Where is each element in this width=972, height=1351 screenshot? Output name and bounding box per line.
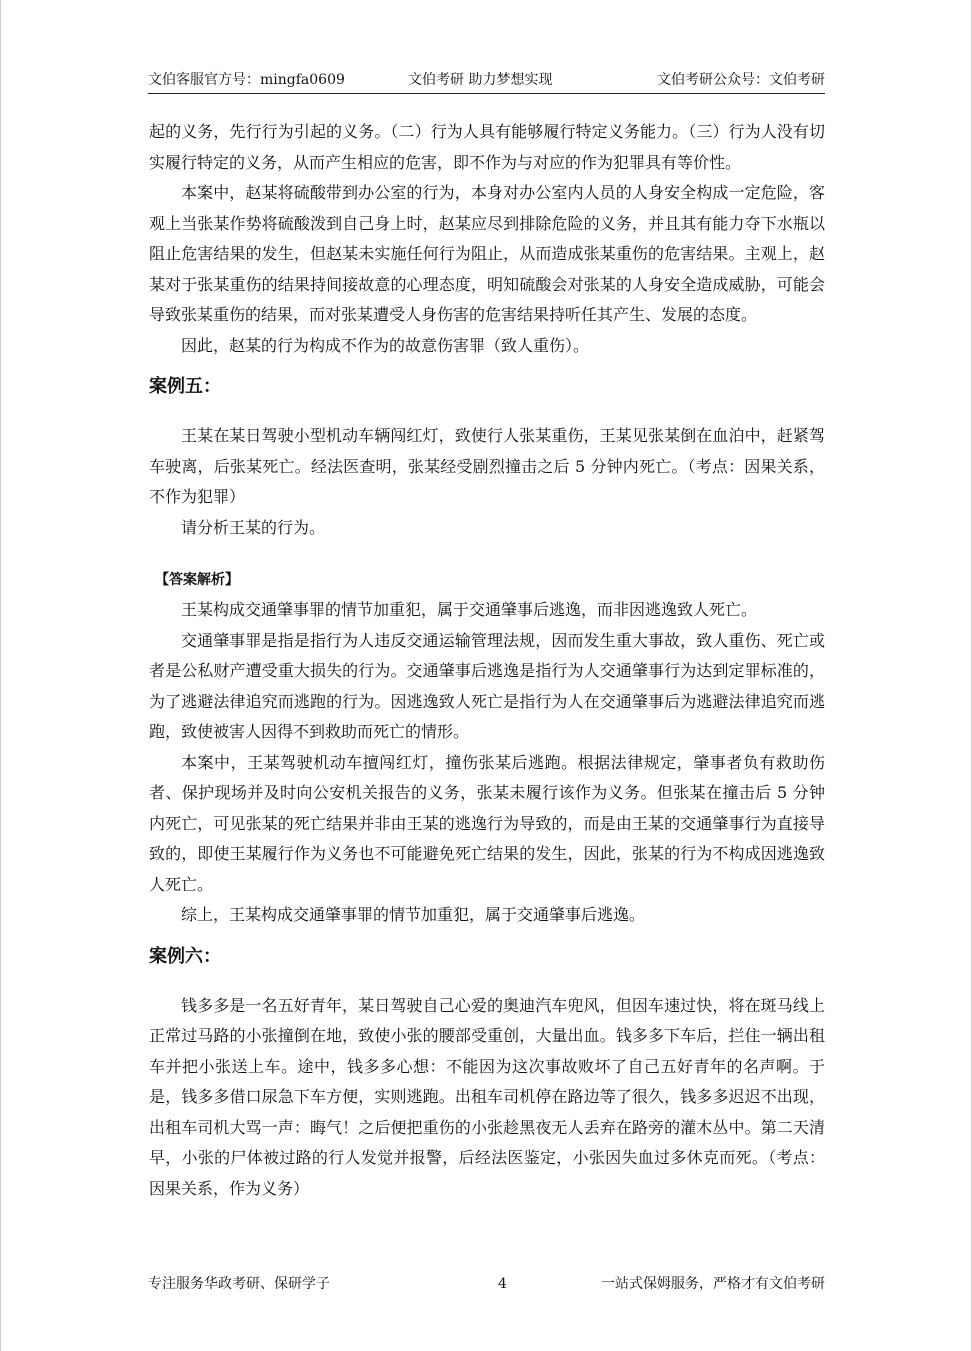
answer-paragraph-1: 王某构成交通肇事罪的情节加重犯，属于交通肇事后逃逸，而非因逃逸致人死亡。 bbox=[181, 600, 758, 619]
paragraph-conclusion: 因此，赵某的行为构成不作为的故意伤害罪（致人重伤）。 bbox=[181, 335, 590, 355]
case-five-facts: 王某在某日驾驶小型机动车辆闯红灯，致使行人张某重伤，王某见张某倒在血泊中，赶紧驾车驶离，后张某死亡。经法医查明，张某经受剧烈撞击之后 5 分钟内死亡。（考点：因果关系，不作为犯罪） bbox=[149, 426, 825, 506]
paragraph-continued: 起的义务，先行行为引起的义务。（二）行为人具有能够履行特定义务能力。（三）行为人没有切实履行特定的义务，从而产生相应的危害，即不作为与对应的作为犯罪具有等价性。 bbox=[149, 122, 825, 172]
header-slogan: 文伯考研 助力梦想实现 bbox=[408, 72, 553, 88]
page-footer bbox=[148, 1274, 825, 1296]
answer-paragraph-3: 本案中，王某驾驶机动车擅闯红灯，撞伤张某后逃跑。根据法律规定，肇事者负有救助伤者、保护现场并及时向公安机关报告的义务，张某未履行该作为义务。但张某在撞击后 5 分钟内死亡，可见张某的死亡结果并非由王某的逃逸行为导致的，而是由王某的交通肇事行为直接导致的，即使王某履行作为义务也不可能避免死亡结果的发生，因此，张某的行为不构成因逃逸致人死亡。 bbox=[149, 752, 825, 894]
answer-analysis-label: 【答案解析】 bbox=[155, 572, 239, 588]
paragraph-analysis: 本案中，赵某将硫酸带到办公室的行为，本身对办公室内人员的人身安全构成一定危险，客观上当张某作势将硫酸泼到自己身上时，赵某应尽到排除危险的义务，并且其有能力夺下水瓶以阻止危害结果的发生，但赵某未实施任何行为阻止，从而造成张某重伤的危害结果。主观上，赵某对于张某重伤的结果持间接故意的心理态度，明知硫酸会对张某的人身安全造成威胁，可能会导致张某重伤的结果，而对张某遭受人身伤害的危害结果持听任其产生、发展的态度。 bbox=[149, 183, 825, 324]
page-header bbox=[148, 70, 825, 92]
case-five-heading: 案例五： bbox=[149, 376, 221, 397]
header-divider bbox=[148, 93, 825, 94]
page-border-left bbox=[0, 0, 1, 1351]
header-public-account: 文伯考研公众号：文伯考研 bbox=[657, 72, 825, 88]
header-service-account: 文伯客服官方号：mingfa0609 bbox=[148, 72, 345, 88]
answer-paragraph-2: 交通肇事罪是指是指行为人违反交通运输管理法规，因而发生重大事故，致人重伤、死亡或者是公私财产遭受重大损失的行为。交通肇事后逃逸是指行为人交通肇事行为达到定罪标准的，为了逃避法律追究而逃跑的行为。因逃逸致人死亡是指行为人在交通肇事后为逃避法律追究而逃跑，致使被害人因得不到救助而死亡的情形。 bbox=[149, 630, 825, 741]
case-five-question: 请分析王某的行为。 bbox=[181, 517, 326, 537]
footer-tagline: 专注服务华政考研、保研学子 bbox=[148, 1276, 330, 1292]
page-number: 4 bbox=[498, 1276, 507, 1292]
document-body bbox=[149, 117, 825, 1204]
case-six-heading: 案例六： bbox=[149, 945, 221, 967]
footer-service-slogan: 一站式保姆服务，严格才有文伯考研 bbox=[601, 1276, 825, 1292]
answer-paragraph-4: 综上，王某构成交通肇事罪的情节加重犯，属于交通肇事后逃逸。 bbox=[181, 905, 646, 924]
case-six-facts: 钱多多是一名五好青年，某日驾驶自己心爱的奥迪汽车兜风，但因车速过快，将在斑马线上正常过马路的小张撞倒在地，致使小张的腰部受重创，大量出血。钱多多下车后，拦住一辆出租车并把小张送上车。途中，钱多多心想：不能因为这次事故败坏了自己五好青年的名声啊。于是，钱多多借口尿急下车方便，实则逃跑。出租车司机停在路边等了很久，钱多多迟迟不出现，出租车司机大骂一声：晦气！之后便把重伤的小张趁黑夜无人丢弃在路旁的灌木丛中。第二天清早，小张的尸体被过路的行人发觉并报警，后经法医鉴定，小张因失血过多休克而死。（考点：因果关系，作为义务） bbox=[149, 995, 825, 1198]
